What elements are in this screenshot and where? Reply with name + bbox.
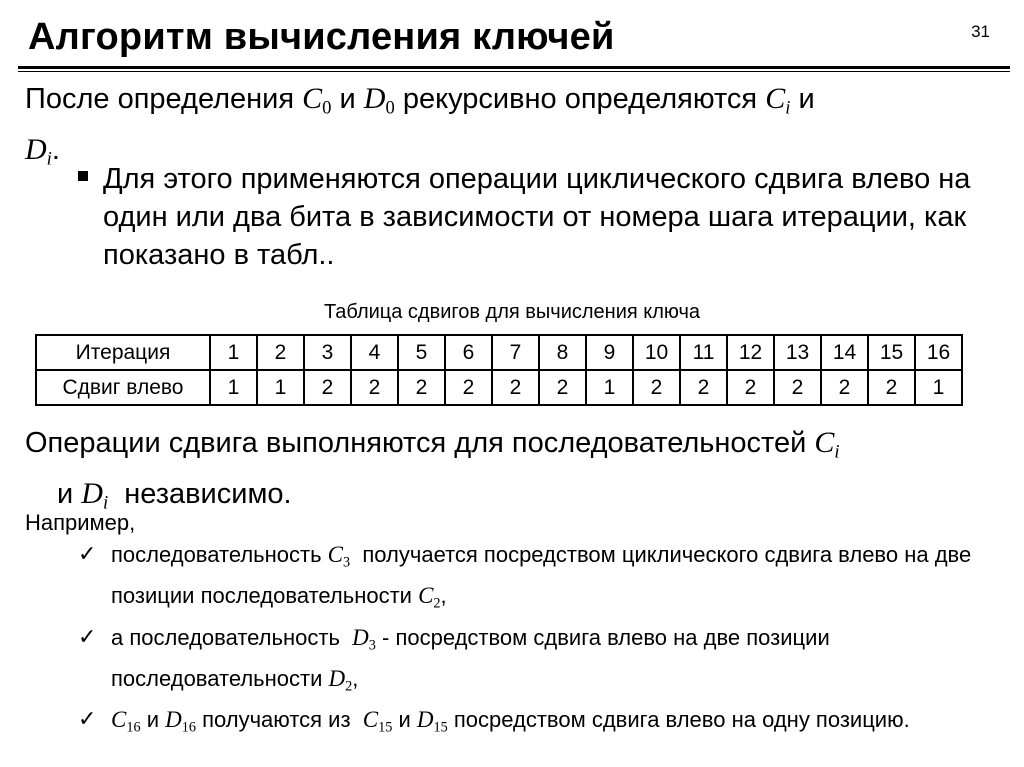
var-letter: C <box>418 583 434 609</box>
table-cell: 3 <box>304 335 351 370</box>
var-d0 <box>363 82 395 119</box>
var-d3 <box>352 624 376 653</box>
var-ci <box>765 82 791 119</box>
shift-table <box>35 334 963 406</box>
var-subscript: i <box>834 441 840 463</box>
row-label-shift: Сдвиг влево <box>36 370 210 405</box>
page-number: 31 <box>971 22 990 41</box>
list-item <box>78 621 1008 704</box>
table-cell: 2 <box>774 370 821 405</box>
intro-text: рекурсивно определяются <box>394 83 766 115</box>
list-item <box>78 703 1008 744</box>
item-text: получается посредством циклического сдвига влево на две позиции последовательности <box>111 542 978 609</box>
table-cell: 2 <box>633 370 680 405</box>
para-text: независимо. <box>108 477 292 510</box>
table-cell: 2 <box>680 370 727 405</box>
table-cell: 4 <box>351 335 398 370</box>
table-cell: 2 <box>304 370 351 405</box>
table-cell: 13 <box>774 335 821 370</box>
var-letter: C <box>765 82 786 115</box>
var-subscript: 15 <box>433 719 448 736</box>
var-subscript: 0 <box>322 97 332 119</box>
examples-list <box>78 538 1008 744</box>
table-cell: 5 <box>398 335 445 370</box>
table-cell: 2 <box>492 370 539 405</box>
table-cell: 2 <box>445 370 492 405</box>
item-text: , <box>440 583 447 609</box>
bullet-item <box>70 160 1000 274</box>
table-cell: 10 <box>633 335 680 370</box>
table-cell: 9 <box>586 335 633 370</box>
checkmark-icon: ✓ <box>78 707 97 733</box>
table-cell: 15 <box>868 335 915 370</box>
table-cell: 2 <box>539 370 586 405</box>
var-subscript: 2 <box>433 595 441 612</box>
var-c15 <box>362 707 393 736</box>
table-row-iterations <box>36 335 962 370</box>
table-cell: 11 <box>680 335 727 370</box>
table-cell: 1 <box>586 370 633 405</box>
examples-label: Например, <box>25 510 136 535</box>
shift-paragraph <box>25 422 1005 523</box>
intro-text: и <box>331 83 364 115</box>
var-subscript: 16 <box>181 719 196 736</box>
row-label-iteration: Итерация <box>36 335 210 370</box>
title-rule-thin <box>18 71 1010 72</box>
table-cell: 2 <box>821 370 868 405</box>
item-text: посредством сдвига влево на одну позицию. <box>447 707 910 733</box>
table-cell: 1 <box>210 370 257 405</box>
var-subscript: 15 <box>378 719 393 736</box>
var-d15 <box>416 707 448 736</box>
var-ci <box>814 426 840 463</box>
table-cell: 8 <box>539 335 586 370</box>
var-subscript: 16 <box>126 719 141 736</box>
slide-title: Алгоритм вычисления ключей <box>28 16 615 58</box>
table-cell: 2 <box>257 335 304 370</box>
table-cell: 2 <box>351 370 398 405</box>
item-text: а последовательность <box>111 624 353 650</box>
var-d2 <box>328 665 353 695</box>
para-text: и <box>57 477 82 510</box>
intro-text: и <box>790 83 815 115</box>
var-di <box>25 132 52 170</box>
var-subscript: 3 <box>343 554 351 571</box>
var-letter: C <box>111 707 127 733</box>
table-cell: 2 <box>727 370 774 405</box>
para-indent-line <box>25 473 1005 524</box>
table-cell: 1 <box>257 370 304 405</box>
var-letter: D <box>165 707 182 733</box>
var-d16 <box>165 707 196 736</box>
var-subscript: i <box>785 97 791 119</box>
var-di <box>81 476 109 514</box>
table-cell: 1 <box>915 370 962 405</box>
para-text: Операции сдвига выполняются для последовательностей <box>25 427 815 459</box>
table-cell: 6 <box>445 335 492 370</box>
var-subscript: i <box>102 492 109 514</box>
table-row-shifts <box>36 370 962 405</box>
item-text: получаются из <box>195 707 363 733</box>
var-letter: C <box>362 707 379 733</box>
table-cell: 16 <box>915 335 962 370</box>
bullet-text: Для этого применяются операции циклического сдвига влево на один или два бита в зависимости от номера шага итерации, как показано в табл.. <box>103 163 971 271</box>
list-item <box>78 538 1008 621</box>
var-subscript: 3 <box>368 636 376 653</box>
var-c2 <box>418 583 441 612</box>
checkmark-icon: ✓ <box>78 542 97 567</box>
item-text: - посредством сдвига влево на две позиции последовательности <box>111 624 830 691</box>
var-letter: D <box>416 707 434 733</box>
item-text: последовательность <box>111 542 328 567</box>
table-cell: 1 <box>210 335 257 370</box>
var-letter: D <box>81 476 103 510</box>
var-c16 <box>111 707 141 736</box>
var-letter: D <box>363 82 386 115</box>
var-subscript: i <box>46 148 52 170</box>
var-c0 <box>302 82 332 119</box>
var-letter: D <box>328 665 346 691</box>
item-text: и <box>392 707 417 733</box>
table-cell: 14 <box>821 335 868 370</box>
table-cell: 7 <box>492 335 539 370</box>
var-c3 <box>327 542 351 571</box>
var-subscript: 2 <box>345 678 353 695</box>
table-caption: Таблица сдвигов для вычисления ключа <box>323 301 701 323</box>
item-text: и <box>140 707 166 733</box>
checkmark-icon: ✓ <box>78 624 97 650</box>
var-letter: D <box>352 624 369 650</box>
var-letter: C <box>327 542 344 567</box>
var-subscript: 0 <box>385 97 395 119</box>
var-letter: C <box>302 82 323 115</box>
var-letter: C <box>814 426 835 459</box>
square-bullet-icon <box>78 171 88 181</box>
var-letter: D <box>25 132 47 166</box>
table-cell: 2 <box>868 370 915 405</box>
intro-text: После определения <box>25 83 303 115</box>
table-cell: 12 <box>727 335 774 370</box>
table-cell: 2 <box>398 370 445 405</box>
item-text: , <box>352 665 359 691</box>
intro-text: . <box>51 133 60 166</box>
title-rule <box>18 66 1010 69</box>
